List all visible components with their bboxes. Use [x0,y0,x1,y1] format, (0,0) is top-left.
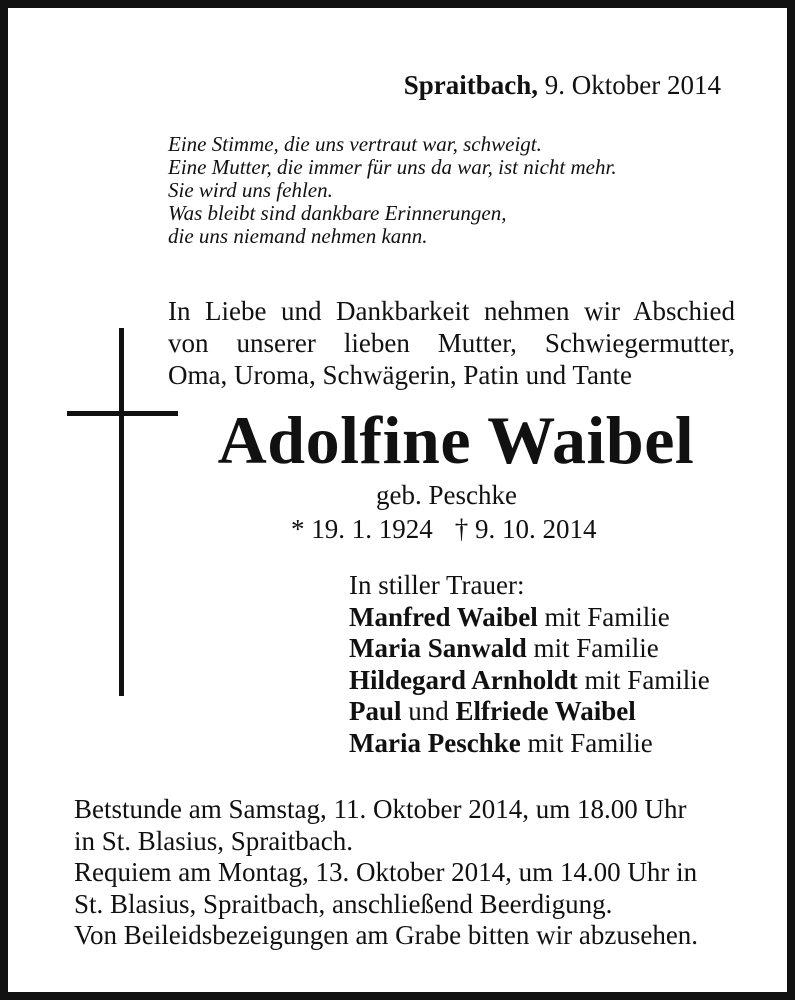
poem-line: Eine Stimme, die uns vertraut war, schweigt. [168,132,542,156]
mourner-suffix: mit Familie [533,633,659,663]
death-date: † 9. 10. 2014 [454,514,597,544]
mourner-connector: und [408,696,449,726]
mourner-name: Manfred Waibel [349,601,538,632]
service-line: Requiem am Montag, 13. Oktober 2014, um 14.00 Uhr in [74,857,698,887]
deceased-name: Adolfine Waibel [217,402,695,478]
mourner-entry [349,665,710,697]
poem-line: Was bleibt sind dankbare Erinnerungen, [168,201,507,225]
mourner-name: Elfriede Waibel [455,696,636,726]
poem-line: die uns niemand nehmen kann. [168,224,428,248]
poem-line: Sie wird uns fehlen. [168,178,333,202]
intro-text [168,295,735,391]
intro-line: In Liebe und Dankbarkeit nehmen wir Abschied [168,296,735,326]
mourner-name: Hildegard Arnholdt [349,664,578,695]
mourner-entry [349,728,710,760]
mourner-suffix: mit Familie [527,727,653,758]
mourner-entry [349,696,710,728]
cross-icon-vertical-bar [119,328,124,696]
dateline [404,69,721,101]
service-line: St. Blasius, Spraitbach, anschließend Beerdigung. [74,888,613,919]
poem-line: Eine Mutter, die immer für uns da war, ist nicht mehr. [168,155,617,179]
service-line: Von Beileidsbezeigungen am Grabe bitten wir abzusehen. [74,920,699,950]
mourner-entry [349,633,710,665]
dateline-date: 9. Oktober 2014 [544,70,721,100]
service-details [74,794,698,952]
mourner-name: Maria Peschke [349,727,521,758]
mourner-suffix: mit Familie [584,664,710,695]
mourners-block [349,570,710,759]
dateline-place: Spraitbach, [403,70,539,100]
mourner-entry [349,602,710,634]
birth-date: * 19. 1. 1924 [291,514,433,544]
intro-line: Oma, Uroma, Schwägerin, Patin und Tante [168,360,633,390]
service-line: in St. Blasius, Spraitbach. [74,825,353,856]
mourners-heading: In stiller Trauer: [349,570,525,600]
mourner-suffix: mit Familie [544,601,670,632]
poem [168,133,617,248]
life-dates [291,513,597,545]
cross-icon-horizontal-bar [67,411,178,416]
intro-line: von unserer lieben Mutter, Schwiegermutter, [168,328,735,358]
mourner-name: Maria Sanwald [349,633,527,663]
service-line: Betstunde am Samstag, 11. Oktober 2014, um 18.00 Uhr [74,794,687,824]
maiden-name: geb. Peschke [376,480,517,510]
mourner-name: Paul [349,696,402,726]
